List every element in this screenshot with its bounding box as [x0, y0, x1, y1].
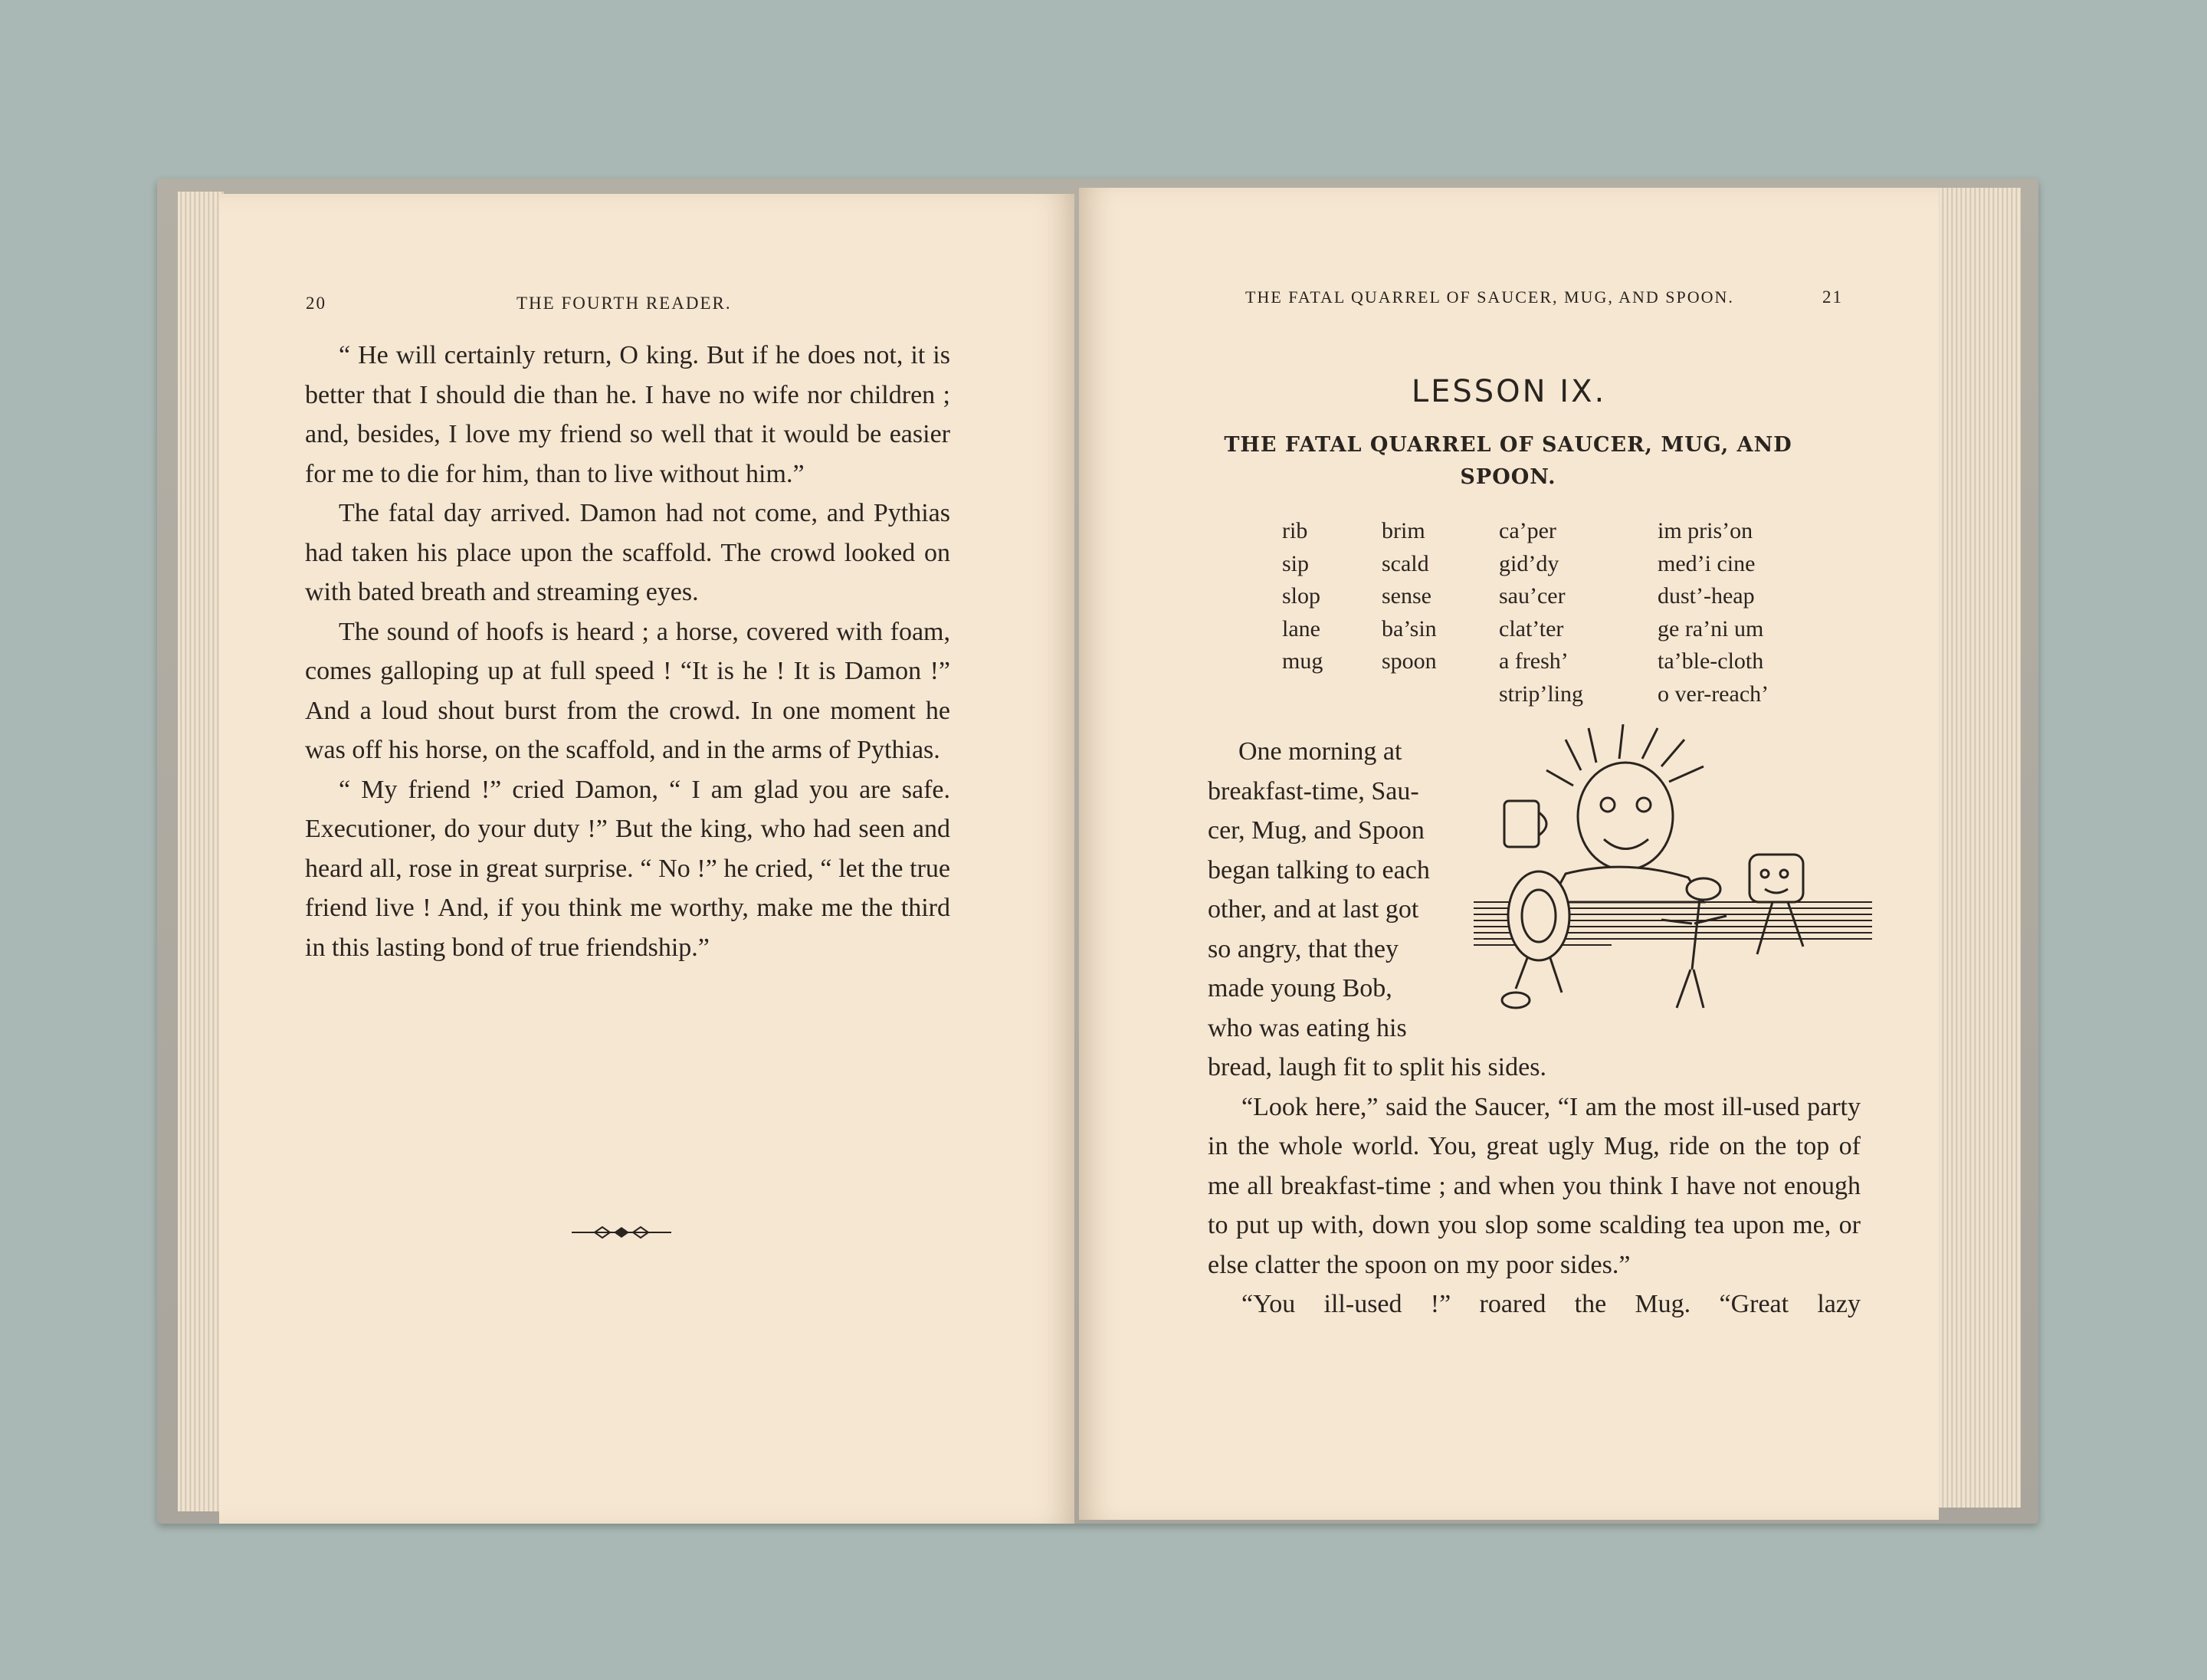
text-line: who was eating his — [1208, 1013, 1407, 1042]
paragraph: “You ill-used !” roared the Mug. “Great lazy — [1241, 1290, 1861, 1318]
left-body-text — [305, 336, 950, 967]
vocab-word: sau’cer — [1499, 583, 1566, 609]
vocab-word: scald — [1382, 550, 1429, 576]
wrapped-paragraph — [1208, 732, 1468, 1048]
vocab-word: ba’sin — [1382, 615, 1437, 641]
paragraph: The sound of hoofs is heard ; a horse, covered with foam, comes galloping up at full speed ! “It is he ! It is Damon !” And a loud shout burst from the crowd. In one moment he was off his horse, on the scaffold, and in the arms of Pythias. — [305, 617, 950, 764]
text-line: cer, Mug, and Spoon — [1208, 816, 1425, 845]
right-page-edges — [1935, 188, 2021, 1508]
vocab-column-1 — [1282, 515, 1323, 678]
vocab-word: lane — [1282, 615, 1320, 641]
paragraph: bread, laugh fit to split his sides. — [1208, 1053, 1546, 1081]
vocab-word: spoon — [1382, 648, 1437, 674]
vocab-word: o ver-reach’ — [1658, 681, 1769, 707]
vocab-column-3 — [1499, 515, 1583, 710]
vocab-word: mug — [1282, 648, 1323, 674]
vocab-word: sense — [1382, 583, 1431, 609]
left-page — [219, 194, 1074, 1524]
text-line: breakfast-time, Sau- — [1208, 776, 1419, 806]
text-line: so angry, that they — [1208, 934, 1399, 963]
text-line: made young Bob, — [1208, 974, 1392, 1002]
lesson-title: LESSON IX. — [1411, 374, 1607, 409]
lesson-subtitle: THE FATAL QUARREL OF SAUCER, MUG, AND SPOON. — [1224, 433, 1792, 489]
vocab-column-4 — [1658, 515, 1769, 710]
text-line: One morning at — [1238, 737, 1402, 766]
vocab-word: dust’-heap — [1658, 583, 1755, 609]
vocab-word: rib — [1282, 518, 1308, 543]
vocab-word: ca’per — [1499, 518, 1556, 543]
vocab-word: brim — [1382, 518, 1425, 543]
vocab-word: ta’ble-cloth — [1658, 648, 1764, 674]
text-line: other, and at last got — [1208, 895, 1419, 924]
paragraph: “ My friend !” cried Damon, “ I am glad you are safe. Executioner, do your duty !” But the king, who had seen and heard all, rose in great surprise. “ No !” he cried, “ let the true friend live ! And, if you think me worthy, make me the third in this lasting bond of true friendship.” — [305, 775, 950, 962]
paragraph: “ He will certainly return, O king. But if he does not, it is better that I should die than he. I have no wife nor children ; and, besides, I love my friend so well that it would be easier for me to die for him, than to live without him.” — [305, 341, 950, 488]
paragraph: The fatal day arrived. Damon had not come, and Pythias had taken his place upon the scaffold. The crowd looked on with bated breath and streaming eyes. — [305, 499, 950, 606]
vocab-word: gid’dy — [1499, 550, 1559, 576]
illustration-saucer-mug-spoon — [1474, 724, 1872, 1023]
right-body-text — [1208, 1048, 1861, 1324]
vocab-word: a fresh’ — [1499, 648, 1569, 674]
vocab-column-2 — [1382, 515, 1437, 678]
vocab-word: im pris’on — [1658, 518, 1753, 543]
page-number: 21 — [1822, 287, 1843, 307]
vocab-word: strip’ling — [1499, 681, 1583, 707]
vocab-word: med’i cine — [1658, 550, 1756, 576]
text-line: began talking to each — [1208, 855, 1430, 884]
section-ornament — [572, 1221, 671, 1244]
page-number: 20 — [306, 294, 326, 313]
vocab-word: ge ra’ni um — [1658, 615, 1764, 641]
running-head: THE FATAL QUARREL OF SAUCER, MUG, AND SPOON. — [1245, 287, 1734, 307]
vocab-word: slop — [1282, 583, 1321, 609]
left-page-edges — [178, 192, 224, 1511]
vocab-word: sip — [1282, 550, 1310, 576]
right-page — [1079, 188, 1939, 1520]
vocab-word: clat’ter — [1499, 615, 1564, 641]
running-head: THE FOURTH READER. — [516, 294, 732, 313]
paragraph: “Look here,” said the Saucer, “I am the most ill-used party in the whole world. You, great ugly Mug, ride on the top of me all breakfast-time ; and when you think I have not enough to put up with, down you slop some scalding tea upon me, or else clatter the spoon on my poor sides.” — [1208, 1092, 1861, 1279]
